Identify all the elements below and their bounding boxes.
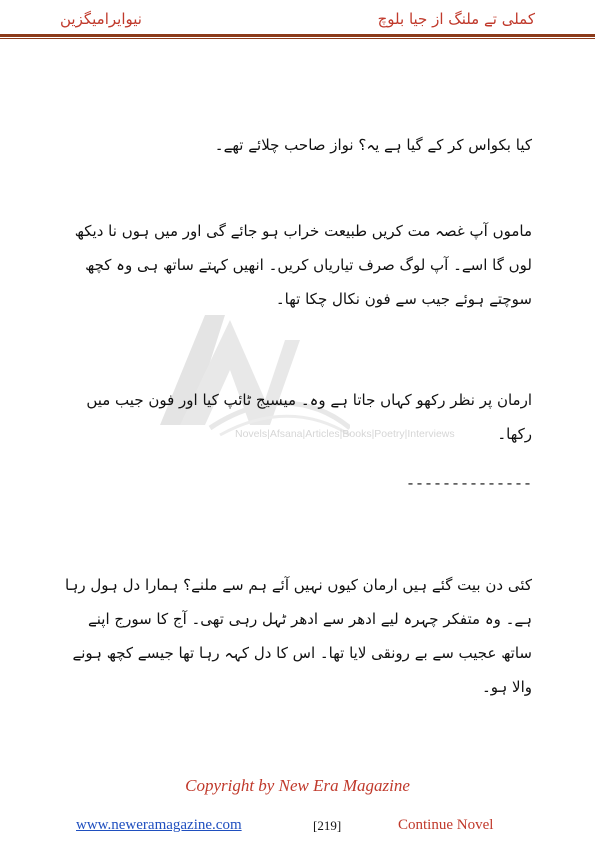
paragraph-3: ارمان پر نظر رکھو کہاں جاتا ہے وہ۔ میسیج ٹائپ کیا اور فون جیب میں رکھا۔ [86,391,532,443]
header-rule-thick [0,34,595,37]
paragraph-2: ماموں آپ غصہ مت کریں طبیعت خراب ہو جائے گی اور میں ہوں نا دیکھ لوں گا اسے۔ آپ لوگ صرف تیاریاں کریں۔ انھیں کہتے ساتھ ہی وہ کچھ سوچتے ہوئے جیب سے فون نکال چکا تھا۔ [74,222,532,308]
continue-novel-label: Continue Novel [398,817,494,833]
page-footer [0,817,595,837]
novel-title-author: کملی تے ملنگ از جیا بلوچ [377,10,535,28]
page-number: [219] [313,818,342,833]
paragraph-1: کیا بکواس کر کے گیا ہے یہ؟ نواز صاحب چلائے تھے۔ [214,136,532,154]
paragraph-4: کئی دن بیت گئے ہیں ارمان کیوں نہیں آئے ہم سے ملنے؟ ہمارا دل ہول رہا ہے۔ وہ متفکر چہرہ لیے ادھر سے ادھر ٹہل رہی تھی۔ آج کا سورج اپنے ساتھ عجیب سے بے رونقی لایا تھا۔ اس کا دل کہہ رہا تھا جیسے کچھ ہونے والا ہو۔ [65,576,532,696]
header-rule-thin [0,38,595,39]
watermark-tagline: Novels|Afsana|Articles|Books|Poetry|Interviews [235,428,455,440]
copyright-notice: Copyright by New Era Magazine [185,776,410,795]
page-header [0,8,595,34]
magazine-name: نیوایرامیگزین [60,10,142,28]
website-link[interactable]: www.neweramagazine.com [76,817,242,833]
scene-separator: -------------- [405,476,532,493]
